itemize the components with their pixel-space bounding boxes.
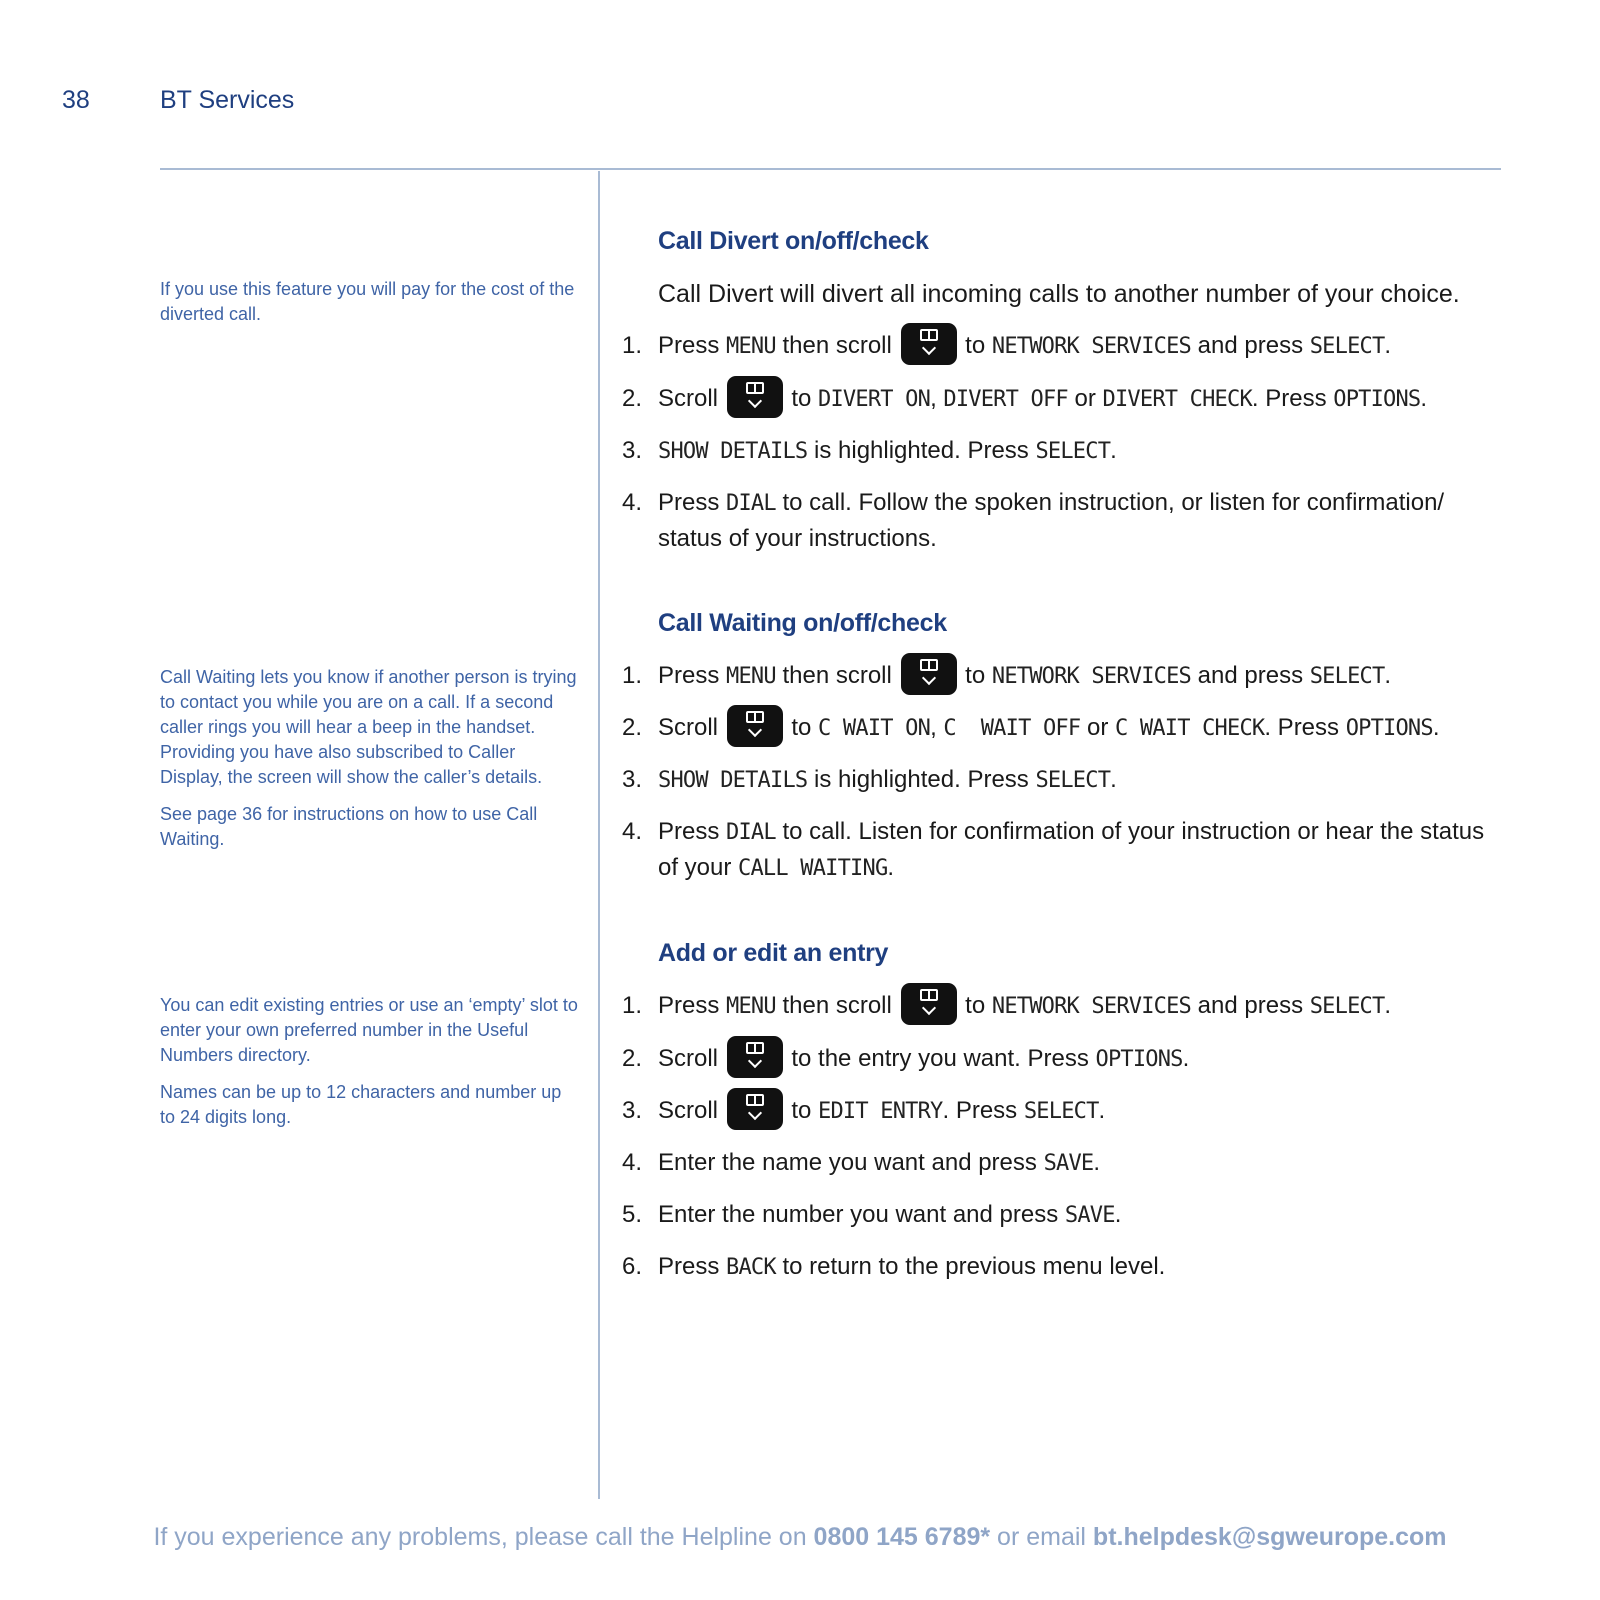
step: [622, 1041, 1502, 1078]
step: [622, 485, 1502, 556]
step-text: [658, 433, 1502, 469]
display-show-details: SHOW DETAILS: [658, 768, 808, 793]
step-number: 1.: [622, 662, 643, 689]
step-number: 2.: [622, 1045, 643, 1072]
text: to: [958, 332, 992, 359]
phonebook-down-scroll-icon: [727, 705, 783, 747]
text: .: [1110, 766, 1117, 793]
text: Press: [658, 1253, 727, 1280]
text: Scroll: [658, 1097, 725, 1124]
display-options: OPTIONS: [1333, 387, 1421, 412]
text: .: [1420, 385, 1428, 412]
footer-helpline: [0, 1523, 1600, 1552]
footer-text: or email: [990, 1523, 1093, 1551]
text: Enter the number you want and press: [658, 1201, 1065, 1228]
step-text: [658, 988, 1502, 1025]
text: Enter the name you want and press: [658, 1149, 1044, 1176]
text: Press: [658, 332, 727, 359]
display-select: SELECT: [1035, 768, 1111, 793]
step-text: [658, 762, 1502, 798]
side-note-text: You can edit existing entries or use an ‘empty’ slot to enter your own preferred number in the Useful Numbers directory.: [160, 995, 578, 1065]
text: or: [1080, 714, 1115, 741]
text: is highlighted. Press: [807, 437, 1036, 464]
text: to call. Listen for confirmation of your instruction or hear the status of your: [658, 818, 1485, 881]
text: to call. Follow the spoken instruction, or listen for confirmation/ status of your instructions.: [658, 489, 1445, 552]
text: .: [1110, 437, 1117, 464]
phonebook-down-scroll-icon: [727, 1036, 783, 1078]
step-text: [658, 1093, 1502, 1130]
side-note-divert: [160, 277, 580, 339]
text: .: [1182, 1045, 1190, 1072]
phonebook-down-scroll-icon: [727, 1088, 783, 1130]
display-select: SELECT: [1023, 1099, 1099, 1124]
page-number: 38: [62, 86, 90, 114]
text: .: [1384, 332, 1392, 359]
step-text: [658, 1145, 1502, 1181]
section-title: BT Services: [160, 86, 295, 114]
heading-add-edit-entry: Add or edit an entry: [658, 939, 889, 967]
text: .: [1093, 1149, 1101, 1176]
display-divert-off: DIVERT OFF: [943, 387, 1068, 412]
text: then scroll: [775, 332, 899, 359]
side-note-text: See page 36 for instructions on how to use Call Waiting.: [160, 804, 538, 849]
display-select: SELECT: [1309, 994, 1385, 1019]
display-back: BACK: [726, 1255, 776, 1280]
side-note-text: If you use this feature you will pay for the cost of the diverted call.: [160, 279, 575, 324]
step-text: [658, 710, 1502, 747]
step-number: 3.: [622, 1097, 643, 1124]
step-number: 3.: [622, 437, 643, 464]
text: . Press: [942, 1097, 1024, 1124]
display-select: SELECT: [1035, 439, 1111, 464]
step-text: [658, 328, 1502, 365]
display-c-wait-on: C WAIT ON: [818, 716, 931, 741]
display-menu: MENU: [726, 664, 776, 689]
text: and press: [1191, 662, 1310, 689]
text: .: [1114, 1201, 1122, 1228]
intro-call-divert: Call Divert will divert all incoming calls to another number of your choice.: [658, 280, 1460, 308]
text: Press: [658, 992, 727, 1019]
display-dial: DIAL: [726, 491, 776, 516]
display-show-details: SHOW DETAILS: [658, 439, 808, 464]
phonebook-down-scroll-icon: [727, 376, 783, 418]
step-number: 4.: [622, 489, 643, 516]
text: Press: [658, 818, 727, 845]
side-note-text: Names can be up to 12 characters and number up to 24 digits long.: [160, 1082, 562, 1127]
display-options: OPTIONS: [1345, 716, 1433, 741]
display-network-services: NETWORK SERVICES: [991, 664, 1191, 689]
step: [622, 1197, 1502, 1233]
step-number: 3.: [622, 766, 643, 793]
side-note-text: Call Waiting lets you know if another person is trying to contact you while you are on a call. If a second caller rings you will hear a beep in the handset. Providing you have also subscribed to Caller Display, the screen will show the caller’s details.: [160, 667, 577, 787]
side-note-entry: [160, 993, 580, 1142]
display-dial: DIAL: [726, 820, 776, 845]
step-text: [658, 381, 1502, 418]
step: [622, 762, 1502, 798]
text: . Press: [1251, 385, 1334, 412]
helpdesk-email[interactable]: bt.helpdesk@sgweurope.com: [1092, 1523, 1447, 1551]
step: [622, 710, 1502, 747]
display-divert-check: DIVERT CHECK: [1102, 387, 1252, 412]
step: [622, 328, 1502, 365]
text: and press: [1191, 992, 1310, 1019]
step-number: 5.: [622, 1201, 643, 1228]
display-call-waiting: CALL WAITING: [738, 856, 888, 881]
step-text: [658, 658, 1502, 695]
step-number: 2.: [622, 385, 643, 412]
display-menu: MENU: [726, 334, 776, 359]
step: [622, 1145, 1502, 1181]
step-text: [658, 1249, 1502, 1285]
text: then scroll: [775, 662, 899, 689]
step: [622, 658, 1502, 695]
text: and press: [1191, 332, 1310, 359]
display-menu: MENU: [726, 994, 776, 1019]
text: .: [1384, 992, 1392, 1019]
text: is highlighted. Press: [807, 766, 1036, 793]
text: to return to the previous menu level.: [775, 1253, 1166, 1280]
step-text: [658, 485, 1502, 556]
phonebook-down-scroll-icon: [901, 323, 957, 365]
text: to: [784, 1097, 819, 1124]
top-rule: [160, 168, 1501, 170]
step: [622, 1249, 1502, 1285]
text: Scroll: [658, 385, 725, 412]
text: to: [958, 662, 992, 689]
step-text: [658, 1041, 1502, 1078]
display-divert-on: DIVERT ON: [818, 387, 931, 412]
display-c-wait-check: C WAIT CHECK: [1115, 716, 1265, 741]
step-number: 4.: [622, 1149, 643, 1176]
column-divider: [598, 171, 600, 1499]
text: ,: [930, 714, 944, 741]
step-number: 4.: [622, 818, 643, 845]
display-save: SAVE: [1064, 1203, 1115, 1228]
text: .: [1384, 662, 1392, 689]
step-number: 2.: [622, 714, 643, 741]
text: or: [1067, 385, 1103, 412]
text: ,: [930, 385, 944, 412]
text: to: [784, 385, 819, 412]
footer-text: If you experience any problems, please call the Helpline on: [153, 1523, 814, 1551]
display-edit-entry: EDIT ENTRY: [818, 1099, 943, 1124]
step: [622, 433, 1502, 469]
step-number: 6.: [622, 1253, 643, 1280]
step: [622, 381, 1502, 418]
heading-call-waiting: Call Waiting on/off/check: [658, 609, 947, 637]
step: [622, 814, 1502, 886]
step-text: [658, 1197, 1502, 1233]
text: Scroll: [658, 714, 725, 741]
side-note-waiting: [160, 665, 580, 864]
step-number: 1.: [622, 332, 643, 359]
text: to the entry you want. Press: [784, 1045, 1096, 1072]
text: Press: [658, 489, 727, 516]
text: .: [887, 854, 895, 881]
display-select: SELECT: [1309, 664, 1385, 689]
display-options: OPTIONS: [1095, 1047, 1183, 1072]
display-save: SAVE: [1043, 1151, 1094, 1176]
display-network-services: NETWORK SERVICES: [991, 994, 1191, 1019]
text: to: [958, 992, 992, 1019]
helpline-phone[interactable]: 0800 145 6789*: [813, 1523, 991, 1551]
phonebook-down-scroll-icon: [901, 653, 957, 695]
step-number: 1.: [622, 992, 643, 1019]
text: Press: [658, 662, 727, 689]
text: to: [784, 714, 819, 741]
step: [622, 1093, 1502, 1130]
display-select: SELECT: [1309, 334, 1385, 359]
text: .: [1098, 1097, 1106, 1124]
display-network-services: NETWORK SERVICES: [991, 334, 1191, 359]
text: .: [1432, 714, 1440, 741]
step-text: [658, 814, 1502, 886]
phonebook-down-scroll-icon: [901, 983, 957, 1025]
text: then scroll: [775, 992, 899, 1019]
heading-call-divert: Call Divert on/off/check: [658, 227, 929, 255]
text: Scroll: [658, 1045, 725, 1072]
step: [622, 988, 1502, 1025]
text: . Press: [1264, 714, 1346, 741]
display-c-wait-off: C WAIT OFF: [943, 716, 1081, 741]
